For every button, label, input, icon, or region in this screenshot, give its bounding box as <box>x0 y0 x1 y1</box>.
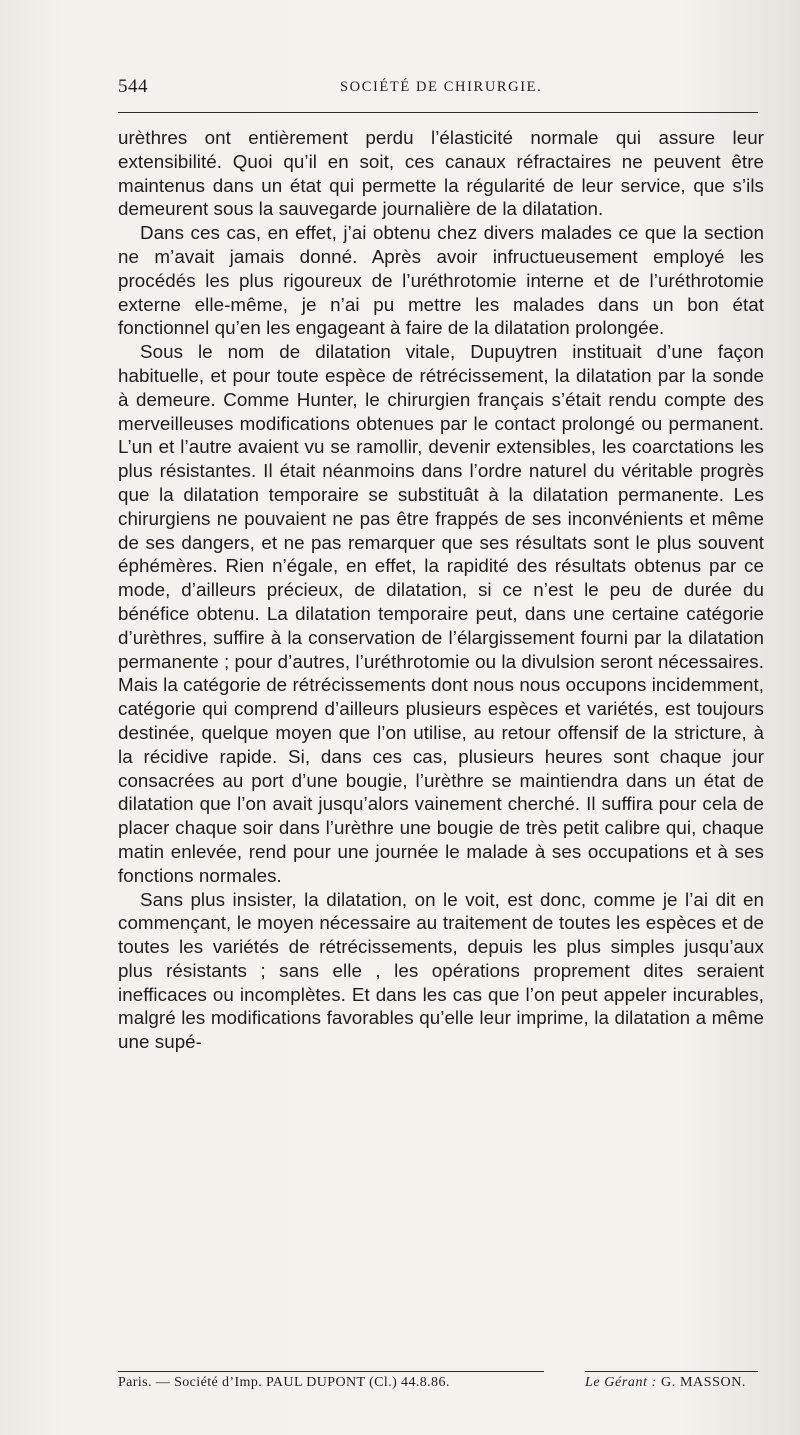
printer-imprint: Paris. — Société d’Imp. PAUL DUPONT (Cl.) 44.8.86. <box>118 1375 450 1390</box>
footer-rule-right <box>585 1371 758 1372</box>
page-header <box>118 76 763 100</box>
page-number: 544 <box>118 76 148 97</box>
body-text <box>118 126 764 1054</box>
paragraph-4: Sans plus insister, la dilatation, on le voit, est donc, comme je l’ai dit en commençant, le moyen nécessaire au traitement de toutes les espèces et de toutes les variétés de rétrécissements, depuis les plus simples jusqu’aux plus résistants ; sans elle , les opérations proprement dites seraient inefficaces ou incomplètes. Et dans les cas que l’on peut appeler incurables, malgré les modifications favorables qu’elle leur imprime, la dilatation a même une supé- <box>118 888 764 1053</box>
running-head: SOCIÉTÉ DE CHIRURGIE. <box>340 79 543 95</box>
footer-rule-left <box>118 1371 544 1372</box>
gerant-label: Le Gérant : <box>585 1375 657 1390</box>
paragraph-1: urèthres ont entièrement perdu l’élasticité normale qui assure leur extensibilité. Quoi qu’il en soit, ces canaux réfractaires ne peuvent être maintenus dans un état qui permette la régularité de leur service, que s’ils demeurent sous la sauvegarde journalière de la dilatation. <box>118 127 764 220</box>
paragraph-2: Dans ces cas, en effet, j’ai obtenu chez divers malades ce que la section ne m’avait jamais donné. Après avoir infructueusement employé les procédés les plus rigoureux de l’uréthrotomie interne et de l’uréthrotomie externe elle-même, je n’ai pu mettre les malades dans un bon état fonctionnel qu’en les engageant à faire de la dilatation prolongée. <box>118 222 764 339</box>
header-rule <box>118 112 758 113</box>
paragraph-3: Sous le nom de dilatation vitale, Dupuytren instituait d’une façon habituelle, et pour toute espèce de rétrécissement, la dilatation par la sonde à demeure. Comme Hunter, le chirurgien français s’était rendu compte des merveilleuses modifications obtenues par le contact prolongé ou permanent. L’un et l’autre avaient vu se ramollir, devenir extensibles, les coarctations les plus résistantes. Il était néanmoins dans l’ordre naturel du véritable progrès que la dilatation temporaire se substituât à la dilatation permanente. Les chirurgiens ne pouvaient ne pas être frappés de ses inconvénients et même de ses dangers, et ne pas remarquer que ses résultats sont le plus souvent éphémères. Rien n’égale, en effet, la rapidité des résultats obtenus par ce mode, d’ailleurs précieux, de dilatation, si ce n’est le peu de durée du bénéfice obtenu. La dilatation temporaire peut, dans une certaine catégorie d’urèthres, suffire à la conservation de l’élargissement fourni par la dilatation permanente ; pour d’autres, l’uréthrotomie ou la divulsion seront nécessaires. Mais la catégorie de rétrécissements dont nous nous occupons incidemment, catégorie qui comprend d’ailleurs plusieurs espèces et variétés, est toujours destinée, quelque moyen que l’on utilise, au retour offensif de la stricture, à la récidive rapide. Si, dans ces cas, plusieurs heures sont chaque jour consacrées au port d’une bougie, l’urèthre se maintiendra dans un état de dilatation que l’on avait jusqu’alors vainement cherché. Il suffira pour cela de placer chaque soir dans l’urèthre une bougie de très petit calibre qui, chaque matin enlevée, rend pour une journée le malade à ses occupations et à ses fonctions normales. <box>118 341 764 886</box>
gerant-name: G. MASSON. <box>661 1375 747 1390</box>
gerant-credit <box>585 1375 746 1391</box>
